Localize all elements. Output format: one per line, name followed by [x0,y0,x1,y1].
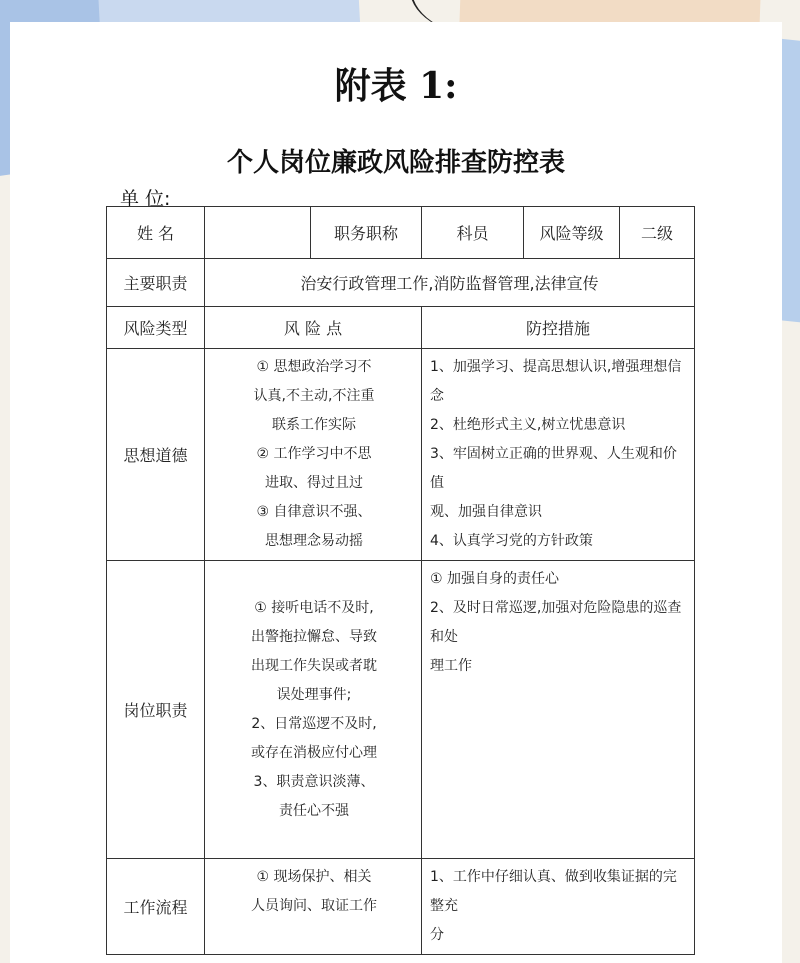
list-item: ② 工作学习中不思 [256,446,372,462]
list-item: 1、工作中仔细认真、做到收集证据的完整充 [430,869,677,914]
risk-points-cell [205,349,422,561]
list-item: 责任心不强 [279,802,349,819]
risk-points-cell [205,859,422,955]
table-row [107,349,695,561]
list-item: 2、日常巡逻不及时, [251,715,377,732]
column-risk-type: 风险类型 [107,307,205,349]
list-item: ③ 自律意识不强、 [256,504,372,520]
table-row-duties [107,259,695,307]
control-measures-cell [422,561,695,859]
list-item: 人员询问、取证工作 [251,898,377,914]
form-title: 个人岗位廉政风险排查防控表 [226,148,565,178]
list-item: 认真,不主动,不注重 [253,388,375,404]
list-item: 1、加强学习、提高思想认识,增强理想信念 [430,359,682,404]
position-label: 职务职称 [311,207,422,259]
list-item: 思想理念易动摇 [265,533,363,549]
list-item: 联系工作实际 [272,417,356,433]
list-item: 误处理事件; [276,686,352,703]
table-row-columns [107,307,695,349]
risk-type-cell: 思想道德 [107,349,205,561]
unit-label: 单 位: [120,188,171,210]
list-item: ① 现场保护、相关 [256,869,372,885]
duties-value: 治安行政管理工作,消防监督管理,法律宣传 [205,259,695,307]
list-item: 进取、得过且过 [265,475,363,491]
column-risk-points: 风 险 点 [205,307,422,349]
list-item: 出警拖拉懈怠、导致 [251,628,377,645]
table-row-header [107,207,695,259]
list-item: 出现工作失误或者耽 [251,657,377,674]
risk-points-cell [205,561,422,859]
list-item: 3、职责意识淡薄、 [253,773,375,790]
list-item: 2、杜绝形式主义,树立忧患意识 [430,417,626,433]
risk-control-table [106,206,695,955]
name-value [205,207,311,259]
list-item: 理工作 [430,658,472,674]
control-measures-cell [422,859,695,955]
list-item: 或存在消极应付心理 [251,744,377,761]
list-item: ① 接听电话不及时, [254,599,374,616]
list-item: 分 [430,927,444,943]
column-control-measures: 防控措施 [422,307,695,349]
risk-level-value: 二级 [620,207,695,259]
position-value: 科员 [422,207,524,259]
list-item: 3、牢固树立正确的世界观、人生观和价值 [430,446,677,491]
appendix-title: 附表 1: [334,65,458,107]
list-item: ① 思想政治学习不 [256,359,372,375]
list-item: 4、认真学习党的方针政策 [430,533,593,549]
risk-type-cell: 岗位职责 [107,561,205,859]
list-item: 2、及时日常巡逻,加强对危险隐患的巡查和处 [430,600,682,645]
risk-level-label: 风险等级 [524,207,620,259]
table-row [107,561,695,859]
table-row [107,859,695,955]
control-measures-cell [422,349,695,561]
name-label: 姓 名 [107,207,205,259]
list-item: ① 加强自身的责任心 [430,571,560,587]
document-sheet [10,22,782,963]
risk-type-cell: 工作流程 [107,859,205,955]
list-item: 观、加强自律意识 [430,504,542,520]
duties-label: 主要职责 [107,259,205,307]
